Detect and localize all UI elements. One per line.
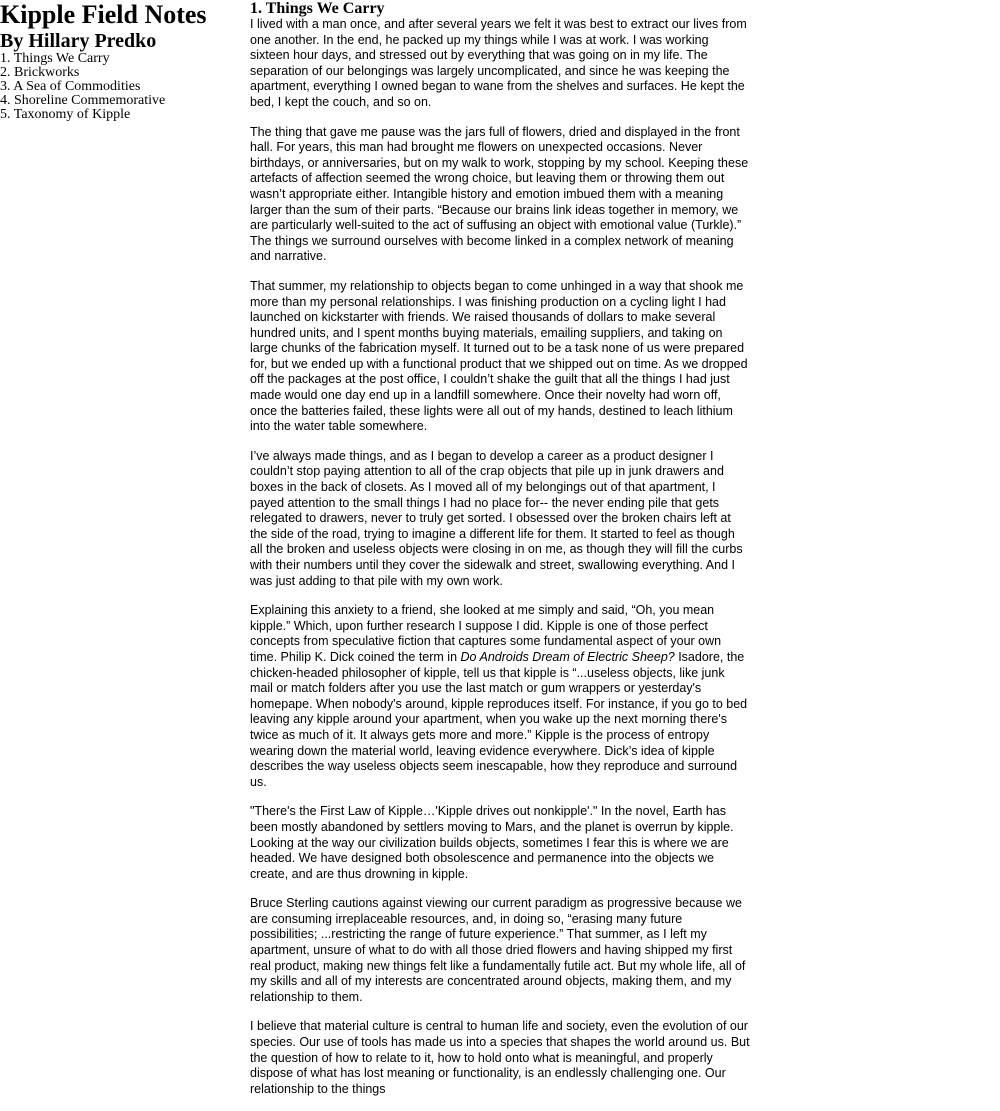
toc-link-shoreline-commemorative[interactable]: 4. Shoreline Commemorative: [0, 93, 166, 108]
paragraph: Bruce Sterling cautions against viewing our current paradigm as progressive because we are consuming irreplaceable resources, and, in doing so, “erasing many future possibilities; ...restricting the range of future experience.” That summer, as I left my apartment, unsure of what to do with all those dried flowers and having shipped my first real product, making new things felt like a fundamentally futile act. But my whole life, all of my skills and all of my interests are concentrated around objects, making them, and my relationship to them.: [250, 896, 746, 1004]
book-title: Do Androids Dream of Electric Sheep?: [460, 649, 675, 664]
sidebar: [0, 0, 240, 122]
site-title: Kipple Field Notes: [0, 0, 207, 29]
paragraph-kipple-definition: [250, 603, 750, 790]
table-of-contents: [0, 52, 240, 122]
toc-item: [0, 94, 240, 108]
paragraph-text: Isadore, the chicken-headed philosopher of kipple, tell us that kipple is “...useless objects, like junk mail or match folders after you use the last match or gum wrappers or yesterday's homepape. When nobody's around, kipple reproduces itself. For instance, if you go to bed leaving any kipple around your apartment, when you wake up the next morning there's twice as much of it. It always gets more and more.” Kipple is the process of entropy wearing down the material world, leaving evidence everywhere. Dick’s idea of kipple describes the way useless objects seem inescapable, how they reproduce and surround us.: [250, 649, 748, 789]
author-byline: By Hillary Predko: [0, 30, 157, 52]
paragraph: The thing that gave me pause was the jars full of flowers, dried and displayed in the front hall. For years, this man had brought me flowers on unexpected occasions. Never birthdays, or anniversaries, but on my walk to work, stopping by my school. Keeping these artefacts of affection seemed the wrong choice, but leaving them or throwing them out wasn’t appropriate either. Intangible history and emotion imbued them with a meaning larger than the sum of their parts. “Because our brains link ideas together in memory, we are particularly well-suited to the act of suffusing an object with emotional value (Turkle).” The things we surround ourselves with become linked in a complex network of meaning and narrative.: [250, 124, 749, 264]
chapter-title: 1. Things We Carry: [250, 0, 385, 17]
paragraph-text: Explaining this anxiety to a friend, she looked at me simply and said, “Oh, you mean kipple.” Which, upon further research I suppose I did. Kipple is one of those perfect concepts from speculative fiction that captures some fundamental aspect of your own time. Philip K. Dick coined the term in: [250, 603, 722, 664]
paragraph: I believe that material culture is central to human life and society, even the evolution of our species. Our use of tools has made us into a species that shapes the world around us. But the question of how to relate to it, how to hold onto what is meaningful, and properly dispose of what has lost meaning or functionality, is an endlessly challenging one. Our relationship to the things: [250, 1019, 750, 1096]
toc-link-brickworks[interactable]: 2. Brickworks: [0, 65, 80, 80]
toc-link-things-we-carry[interactable]: 1. Things We Carry: [0, 51, 110, 66]
toc-item: [0, 108, 240, 122]
toc-link-taxonomy-of-kipple[interactable]: 5. Taxonomy of Kipple: [0, 107, 131, 122]
paragraph: That summer, my relationship to objects began to come unhinged in a way that shook me more than my personal relationships. I was finishing production on a cycling light I had launched on kickstarter with friends. We raised thousands of dollars to make several hundred units, and I spent months buying materials, emailing suppliers, and taking on large chunks of the fabrication myself. It turned out to be a task none of us were prepared for, but we ended up with a functional product that we shipped out on time. As we dropped off the packages at the post office, I couldn’t shake the guilt that all the things I had just made would one day end up in a landfill somewhere. Once their novelty had worn off, once the batteries failed, these lights were all out of my hands, destined to leach lithium into the water table somewhere.: [250, 278, 748, 434]
paragraph: I’ve always made things, and as I began to develop a career as a product designer I couldn’t stop paying attention to all of the crap objects that pile up in junk drawers and boxes in the back of closets. As I moved all of my belongings out of that apartment, I payed attention to the small things I had no place for-- the never ending pile that gets relegated to drawers, never to truly get sorted. I obsessed over the broken chairs left at the side of the road, trying to imagine a different life for them. It started to feel as though all the broken and useless objects were closing in on me, as though they will fill the curbs with their numbers until they cover the sidewalk and street, swallowing everything. And I was just adding to that pile with my own work.: [250, 448, 743, 588]
paragraph: "There's the First Law of Kipple…'Kipple drives out nonkipple'." In the novel, Earth has been mostly abandoned by settlers moving to Mars, and the planet is overrun by kipple. Looking at the way our civilization builds objects, sometimes I fear this is where we are headed. We have designed both obsolescence and permanence into the objects we create, and are thus drowning in kipple.: [250, 804, 734, 881]
toc-item: [0, 66, 240, 80]
toc-item: [0, 52, 240, 66]
toc-item: [0, 80, 240, 94]
paragraph: I lived with a man once, and after several years we felt it was best to extract our lives from one another. In the end, he packed up my things while I was at work. I was working sixteen hour days, and stressed out by everything that was going on in my life. The separation of our belongings was largely uncomplicated, and since he was keeping the apartment, everything I owned began to wane from the shelves and surfaces. He kept the bed, I kept the couch, and so on.: [250, 17, 747, 109]
toc-link-sea-of-commodities[interactable]: 3. A Sea of Commodities: [0, 79, 141, 94]
main-content: [250, 0, 750, 1111]
